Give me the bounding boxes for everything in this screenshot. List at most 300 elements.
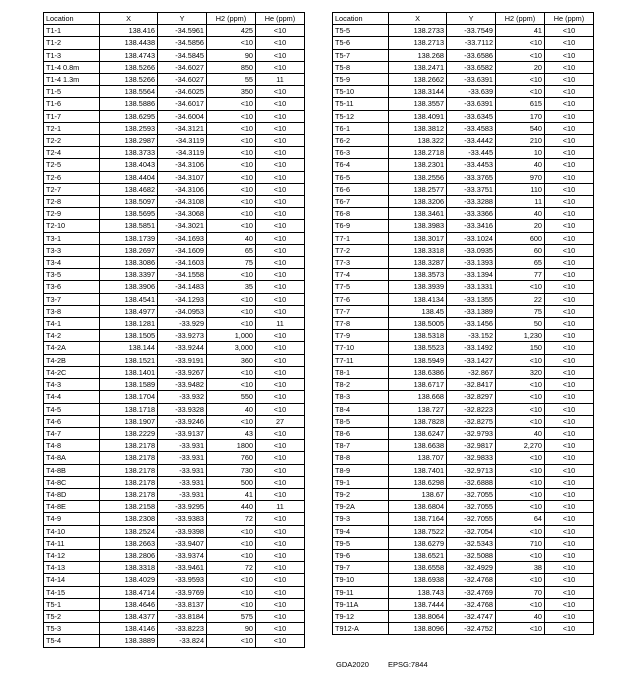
cell-h2: <10 — [496, 574, 545, 586]
cell-he: <10 — [545, 501, 594, 513]
cell-y: -33.1394 — [447, 269, 496, 281]
table-row — [333, 49, 594, 61]
table-row — [44, 366, 305, 378]
cell-y: -34.3108 — [158, 196, 207, 208]
cell-x: 138.5949 — [389, 354, 447, 366]
cell-h2: <10 — [496, 464, 545, 476]
cell-he: <10 — [545, 354, 594, 366]
cell-h2: 38 — [496, 562, 545, 574]
cell-location: T5-2 — [44, 610, 100, 622]
cell-y: -32.7054 — [447, 525, 496, 537]
cell-y: -33.931 — [158, 476, 207, 488]
table-row — [44, 183, 305, 195]
cell-he: <10 — [545, 452, 594, 464]
cell-h2: <10 — [496, 86, 545, 98]
cell-he: <10 — [545, 232, 594, 244]
cell-he: <10 — [256, 488, 305, 500]
cell-x: 138.3983 — [389, 220, 447, 232]
cell-h2: 40 — [207, 403, 256, 415]
cell-h2: <10 — [207, 415, 256, 427]
table-row — [44, 147, 305, 159]
table-row — [333, 610, 594, 622]
cell-location: T8-6 — [333, 427, 389, 439]
cell-location: T1-2 — [44, 37, 100, 49]
cell-he: <10 — [545, 25, 594, 37]
cell-location: T4-4 — [44, 391, 100, 403]
cell-he: <10 — [256, 574, 305, 586]
cell-x: 138.2178 — [100, 488, 158, 500]
cell-x: 138.4438 — [100, 37, 158, 49]
cell-h2: <10 — [207, 183, 256, 195]
header-row — [333, 13, 594, 25]
cell-y: -33.931 — [158, 440, 207, 452]
cell-h2: <10 — [207, 635, 256, 647]
cell-x: 138.2178 — [100, 452, 158, 464]
cell-x: 138.5886 — [100, 98, 158, 110]
cell-y: -33.9137 — [158, 427, 207, 439]
table-row — [333, 452, 594, 464]
cell-location: T4-1 — [44, 318, 100, 330]
cell-location: T4-8D — [44, 488, 100, 500]
cell-he: <10 — [545, 74, 594, 86]
cell-h2: 550 — [207, 391, 256, 403]
cell-y: -34.1609 — [158, 244, 207, 256]
cell-h2: 40 — [496, 208, 545, 220]
cell-he: <10 — [256, 110, 305, 122]
table-body-right — [333, 25, 594, 635]
cell-y: -32.8297 — [447, 391, 496, 403]
table-row — [333, 379, 594, 391]
table-row — [333, 98, 594, 110]
cell-y: -33.931 — [158, 452, 207, 464]
table-row — [44, 501, 305, 513]
cell-location: T6-7 — [333, 196, 389, 208]
cell-y: -33.3366 — [447, 208, 496, 220]
table-row — [44, 476, 305, 488]
cell-y: -33.932 — [158, 391, 207, 403]
cell-y: -34.6027 — [158, 74, 207, 86]
cell-x: 138.322 — [389, 135, 447, 147]
cell-y: -33.3288 — [447, 196, 496, 208]
cell-he: <10 — [545, 549, 594, 561]
cell-location: T4-8E — [44, 501, 100, 513]
table-row — [333, 183, 594, 195]
table-row — [333, 623, 594, 635]
cell-x: 138.67 — [389, 488, 447, 500]
cell-x: 138.6247 — [389, 427, 447, 439]
table-row — [333, 574, 594, 586]
cell-x: 138.6558 — [389, 562, 447, 574]
cell-location: T4-11 — [44, 537, 100, 549]
cell-y: -33.1024 — [447, 232, 496, 244]
cell-x: 138.1505 — [100, 330, 158, 342]
cell-h2: <10 — [496, 37, 545, 49]
cell-he: 11 — [256, 501, 305, 513]
header-he: He (ppm) — [256, 13, 305, 25]
cell-h2: 425 — [207, 25, 256, 37]
cell-y: -33.9191 — [158, 354, 207, 366]
header-h2: H2 (ppm) — [496, 13, 545, 25]
cell-location: T4-10 — [44, 525, 100, 537]
cell-location: T5-11 — [333, 98, 389, 110]
cell-y: -33.445 — [447, 147, 496, 159]
table-row — [44, 293, 305, 305]
cell-location: T9-11 — [333, 586, 389, 598]
cell-he: <10 — [545, 488, 594, 500]
cell-h2: 60 — [496, 244, 545, 256]
cell-x: 138.4091 — [389, 110, 447, 122]
cell-x: 138.707 — [389, 452, 447, 464]
cell-he: <10 — [545, 183, 594, 195]
cell-location: T4-6 — [44, 415, 100, 427]
cell-y: -33.152 — [447, 330, 496, 342]
cell-he: <10 — [256, 440, 305, 452]
table-row — [333, 293, 594, 305]
table-row — [44, 391, 305, 403]
cell-y: -34.3107 — [158, 171, 207, 183]
cell-x: 138.3906 — [100, 281, 158, 293]
cell-he: <10 — [545, 464, 594, 476]
cell-x: 138.6298 — [389, 476, 447, 488]
header-location: Location — [44, 13, 100, 25]
table-row — [44, 525, 305, 537]
table-row — [333, 476, 594, 488]
cell-he: <10 — [256, 159, 305, 171]
cell-location: T4-2A — [44, 342, 100, 354]
cell-he: <10 — [256, 635, 305, 647]
cell-h2: 600 — [496, 232, 545, 244]
cell-x: 138.2718 — [389, 147, 447, 159]
cell-y: -32.4747 — [447, 610, 496, 622]
cell-he: <10 — [545, 610, 594, 622]
cell-he: <10 — [256, 623, 305, 635]
cell-x: 138.4134 — [389, 293, 447, 305]
cell-y: -33.3751 — [447, 183, 496, 195]
table-row — [44, 257, 305, 269]
cell-he: <10 — [545, 61, 594, 73]
table-row — [333, 427, 594, 439]
cell-y: -33.9461 — [158, 562, 207, 574]
cell-x: 138.3557 — [389, 98, 447, 110]
cell-y: -33.8184 — [158, 610, 207, 622]
cell-he: <10 — [256, 537, 305, 549]
cell-y: -33.6582 — [447, 61, 496, 73]
cell-location: T3-5 — [44, 269, 100, 281]
table-row — [44, 110, 305, 122]
table-row — [44, 171, 305, 183]
table-row — [333, 366, 594, 378]
cell-location: T9-10 — [333, 574, 389, 586]
cell-y: -34.3021 — [158, 220, 207, 232]
cell-h2: <10 — [207, 586, 256, 598]
cell-he: <10 — [545, 525, 594, 537]
table-row — [333, 586, 594, 598]
cell-h2: 760 — [207, 452, 256, 464]
table-row — [333, 598, 594, 610]
cell-h2: 70 — [496, 586, 545, 598]
table-row — [44, 122, 305, 134]
cell-y: -32.4929 — [447, 562, 496, 574]
table-row — [333, 61, 594, 73]
table-row — [44, 220, 305, 232]
cell-h2: <10 — [207, 318, 256, 330]
cell-location: T8-5 — [333, 415, 389, 427]
cell-y: -32.7055 — [447, 488, 496, 500]
cell-h2: 970 — [496, 171, 545, 183]
cell-y: -32.4769 — [447, 586, 496, 598]
table-row — [333, 37, 594, 49]
table-row — [333, 537, 594, 549]
cell-h2: 500 — [207, 476, 256, 488]
cell-location: T6-8 — [333, 208, 389, 220]
table-row — [44, 232, 305, 244]
cell-h2: 65 — [496, 257, 545, 269]
cell-he: <10 — [545, 220, 594, 232]
cell-x: 138.668 — [389, 391, 447, 403]
cell-location: T5-5 — [333, 25, 389, 37]
cell-location: T1-6 — [44, 98, 100, 110]
cell-h2: <10 — [207, 159, 256, 171]
cell-h2: <10 — [207, 366, 256, 378]
cell-h2: <10 — [207, 220, 256, 232]
cell-he: <10 — [256, 147, 305, 159]
table-row — [44, 196, 305, 208]
cell-he: <10 — [545, 537, 594, 549]
cell-y: -34.5856 — [158, 37, 207, 49]
cell-h2: <10 — [207, 208, 256, 220]
cell-location: T3-7 — [44, 293, 100, 305]
cell-he: <10 — [545, 598, 594, 610]
table-row — [44, 574, 305, 586]
cell-he: <10 — [256, 61, 305, 73]
table-row — [333, 488, 594, 500]
cell-x: 138.1739 — [100, 232, 158, 244]
cell-location: T6-2 — [333, 135, 389, 147]
cell-location: T7-10 — [333, 342, 389, 354]
cell-he: <10 — [256, 549, 305, 561]
cell-he: <10 — [545, 305, 594, 317]
cell-h2: 90 — [207, 623, 256, 635]
cell-he: <10 — [545, 366, 594, 378]
cell-location: T5-9 — [333, 74, 389, 86]
cell-x: 138.6717 — [389, 379, 447, 391]
cell-location: T912-A — [333, 623, 389, 635]
cell-x: 138.3733 — [100, 147, 158, 159]
cell-he: <10 — [545, 293, 594, 305]
cell-h2: <10 — [207, 574, 256, 586]
cell-h2: 20 — [496, 61, 545, 73]
table-row — [44, 488, 305, 500]
table-row — [44, 379, 305, 391]
cell-h2: <10 — [207, 305, 256, 317]
cell-he: <10 — [545, 623, 594, 635]
cell-x: 138.6521 — [389, 549, 447, 561]
cell-y: -33.9769 — [158, 586, 207, 598]
cell-h2: 1,000 — [207, 330, 256, 342]
table-row — [44, 354, 305, 366]
table-row — [44, 135, 305, 147]
cell-location: T5-12 — [333, 110, 389, 122]
cell-location: T4-13 — [44, 562, 100, 574]
cell-location: T7-7 — [333, 305, 389, 317]
cell-h2: 35 — [207, 281, 256, 293]
cell-y: -33.1389 — [447, 305, 496, 317]
cell-location: T2-2 — [44, 135, 100, 147]
cell-location: T9-1 — [333, 476, 389, 488]
cell-location: T3-8 — [44, 305, 100, 317]
cell-x: 138.1704 — [100, 391, 158, 403]
cell-y: -33.1355 — [447, 293, 496, 305]
cell-y: -33.7112 — [447, 37, 496, 49]
cell-h2: <10 — [207, 122, 256, 134]
cell-y: -33.3765 — [447, 171, 496, 183]
header-h2: H2 (ppm) — [207, 13, 256, 25]
cell-x: 138.727 — [389, 403, 447, 415]
cell-x: 138.4743 — [100, 49, 158, 61]
cell-location: T1-3 — [44, 49, 100, 61]
cell-x: 138.5851 — [100, 220, 158, 232]
cell-x: 138.4146 — [100, 623, 158, 635]
cell-y: -33.8223 — [158, 623, 207, 635]
cell-he: <10 — [256, 586, 305, 598]
cell-h2: 64 — [496, 513, 545, 525]
table-row — [44, 330, 305, 342]
cell-y: -32.4768 — [447, 598, 496, 610]
cell-he: <10 — [545, 208, 594, 220]
cell-y: -33.9482 — [158, 379, 207, 391]
cell-location: T4-14 — [44, 574, 100, 586]
cell-h2: 440 — [207, 501, 256, 513]
cell-h2: <10 — [496, 501, 545, 513]
cell-y: -34.1558 — [158, 269, 207, 281]
table-row — [333, 110, 594, 122]
cell-y: -32.6888 — [447, 476, 496, 488]
cell-location: T9-3 — [333, 513, 389, 525]
cell-x: 138.7401 — [389, 464, 447, 476]
cell-h2: 40 — [496, 159, 545, 171]
cell-he: <10 — [256, 25, 305, 37]
cell-he: <10 — [256, 183, 305, 195]
cell-he: <10 — [545, 281, 594, 293]
cell-y: -34.6017 — [158, 98, 207, 110]
cell-x: 138.1281 — [100, 318, 158, 330]
cell-h2: <10 — [496, 476, 545, 488]
cell-x: 138.2663 — [100, 537, 158, 549]
cell-x: 138.4377 — [100, 610, 158, 622]
cell-x: 138.1907 — [100, 415, 158, 427]
cell-x: 138.2577 — [389, 183, 447, 195]
cell-y: -33.824 — [158, 635, 207, 647]
cell-x: 138.5266 — [100, 74, 158, 86]
cell-he: <10 — [545, 147, 594, 159]
cell-location: T8-8 — [333, 452, 389, 464]
cell-y: -33.3416 — [447, 220, 496, 232]
cell-y: -32.8223 — [447, 403, 496, 415]
cell-x: 138.6638 — [389, 440, 447, 452]
cell-y: -33.9383 — [158, 513, 207, 525]
cell-he: <10 — [545, 342, 594, 354]
table-row — [44, 37, 305, 49]
cell-he: <10 — [256, 354, 305, 366]
table-row — [333, 330, 594, 342]
cell-y: -33.1331 — [447, 281, 496, 293]
cell-y: -34.5845 — [158, 49, 207, 61]
table-row — [333, 74, 594, 86]
cell-h2: <10 — [496, 598, 545, 610]
cell-x: 138.2308 — [100, 513, 158, 525]
table-row — [333, 171, 594, 183]
cell-h2: <10 — [207, 598, 256, 610]
table-row — [44, 159, 305, 171]
cell-location: T5-4 — [44, 635, 100, 647]
cell-he: <10 — [256, 330, 305, 342]
cell-x: 138.2229 — [100, 427, 158, 439]
cell-location: T4-8C — [44, 476, 100, 488]
table-row — [333, 562, 594, 574]
cell-y: -34.3121 — [158, 122, 207, 134]
cell-y: -34.3119 — [158, 147, 207, 159]
cell-location: T1-4 1.3m — [44, 74, 100, 86]
cell-he: <10 — [545, 135, 594, 147]
cell-x: 138.4714 — [100, 586, 158, 598]
cell-h2: <10 — [496, 452, 545, 464]
cell-x: 138.2806 — [100, 549, 158, 561]
cell-he: <10 — [256, 305, 305, 317]
cell-h2: 43 — [207, 427, 256, 439]
cell-h2: 40 — [496, 427, 545, 439]
table-row — [333, 549, 594, 561]
cell-y: -34.3106 — [158, 159, 207, 171]
cell-he: <10 — [545, 110, 594, 122]
cell-location: T4-3 — [44, 379, 100, 391]
cell-h2: 41 — [496, 25, 545, 37]
header-location: Location — [333, 13, 389, 25]
cell-he: <10 — [256, 525, 305, 537]
cell-h2: 72 — [207, 513, 256, 525]
header-he: He (ppm) — [545, 13, 594, 25]
cell-location: T1-1 — [44, 25, 100, 37]
cell-x: 138.3812 — [389, 122, 447, 134]
cell-he: <10 — [256, 464, 305, 476]
cell-location: T8-1 — [333, 366, 389, 378]
table-row — [333, 86, 594, 98]
cell-h2: 1,230 — [496, 330, 545, 342]
cell-he: <10 — [256, 476, 305, 488]
table-row — [333, 403, 594, 415]
cell-h2: 1800 — [207, 440, 256, 452]
cell-location: T2-10 — [44, 220, 100, 232]
cell-y: -32.4752 — [447, 623, 496, 635]
cell-x: 138.4029 — [100, 574, 158, 586]
cell-he: <10 — [256, 427, 305, 439]
cell-x: 138.3017 — [389, 232, 447, 244]
cell-location: T2-5 — [44, 159, 100, 171]
cell-y: -33.4453 — [447, 159, 496, 171]
cell-y: -33.9267 — [158, 366, 207, 378]
cell-location: T6-9 — [333, 220, 389, 232]
table-row — [44, 586, 305, 598]
table-row — [333, 269, 594, 281]
cell-h2: <10 — [207, 549, 256, 561]
cell-h2: 170 — [496, 110, 545, 122]
cell-he: <10 — [545, 574, 594, 586]
data-table-left — [43, 12, 305, 648]
cell-location: T6-5 — [333, 171, 389, 183]
cell-h2: <10 — [496, 415, 545, 427]
cell-x: 138.3318 — [100, 562, 158, 574]
cell-h2: <10 — [496, 354, 545, 366]
header-y: Y — [158, 13, 207, 25]
